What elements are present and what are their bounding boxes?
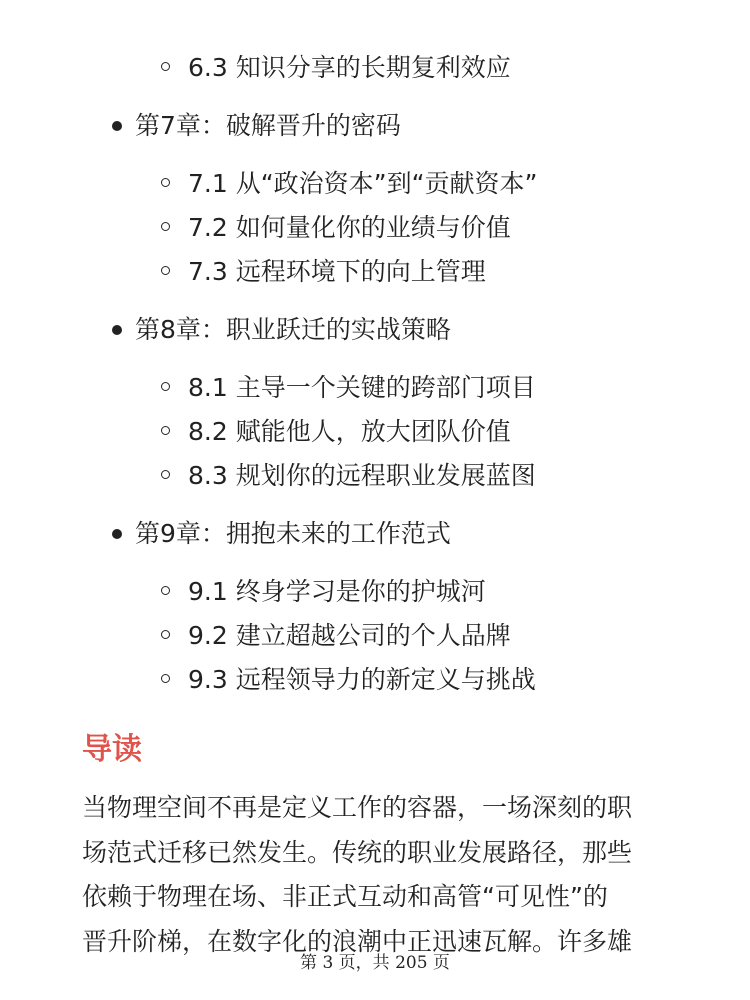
toc-section-item[interactable] xyxy=(0,410,750,454)
filled-circle-bullet-icon xyxy=(112,121,122,131)
hollow-circle-bullet-icon xyxy=(161,382,170,391)
toc-section-label: 9.3 远程领导力的新定义与挑战 xyxy=(188,665,536,694)
hollow-circle-bullet-icon xyxy=(161,62,170,71)
paragraph-line: 当物理空间不再是定义工作的容器，一场深刻的职 xyxy=(82,793,633,822)
hollow-circle-bullet-icon xyxy=(161,586,170,595)
toc-section-item[interactable] xyxy=(0,206,750,250)
intro-paragraph xyxy=(82,786,672,964)
toc-section-label: 7.2 如何量化你的业绩与价值 xyxy=(188,213,511,242)
hollow-circle-bullet-icon xyxy=(161,426,170,435)
toc-section-label: 6.3 知识分享的长期复利效应 xyxy=(188,53,511,82)
toc-chapter-label: 第7章：破解晋升的密码 xyxy=(135,111,401,140)
table-of-contents xyxy=(0,46,750,702)
filled-circle-bullet-icon xyxy=(112,325,122,335)
toc-chapter-item[interactable] xyxy=(0,308,750,358)
toc-chapter-item[interactable] xyxy=(0,104,750,154)
toc-section-item[interactable] xyxy=(0,454,750,498)
toc-section-item[interactable] xyxy=(0,162,750,206)
toc-section-item[interactable] xyxy=(0,614,750,658)
filled-circle-bullet-icon xyxy=(112,529,122,539)
toc-section-label: 7.3 远程环境下的向上管理 xyxy=(188,257,486,286)
hollow-circle-bullet-icon xyxy=(161,178,170,187)
toc-section-item[interactable] xyxy=(0,366,750,410)
toc-chapter-item[interactable] xyxy=(0,512,750,562)
toc-section-label: 9.2 建立超越公司的个人品牌 xyxy=(188,621,511,650)
hollow-circle-bullet-icon xyxy=(161,222,170,231)
hollow-circle-bullet-icon xyxy=(161,630,170,639)
toc-chapter-label: 第8章：职业跃迁的实战策略 xyxy=(135,315,451,344)
hollow-circle-bullet-icon xyxy=(161,470,170,479)
toc-section-item[interactable] xyxy=(0,46,750,90)
paragraph-line: 场范式迁移已然发生。传统的职业发展路径，那些 xyxy=(82,837,633,867)
paragraph-line: 晋升阶梯，在数字化的浪潮中正迅速瓦解。许多雄 xyxy=(82,926,633,956)
toc-section-item[interactable] xyxy=(0,570,750,614)
toc-section-label: 9.1 终身学习是你的护城河 xyxy=(188,577,486,606)
hollow-circle-bullet-icon xyxy=(161,674,170,683)
page-number-footer: 第 3 页，共 205 页 xyxy=(300,953,450,973)
hollow-circle-bullet-icon xyxy=(161,266,170,275)
paragraph-line: 依赖于物理在场、非正式互动和高管“可见性”的 xyxy=(82,882,608,911)
toc-section-label: 8.3 规划你的远程职业发展蓝图 xyxy=(188,461,536,490)
toc-section-label: 8.1 主导一个关键的跨部门项目 xyxy=(188,373,536,402)
toc-section-item[interactable] xyxy=(0,250,750,294)
intro-heading: 导读 xyxy=(82,732,142,767)
toc-section-label: 8.2 赋能他人，放大团队价值 xyxy=(188,417,511,446)
toc-section-item[interactable] xyxy=(0,658,750,702)
toc-section-label: 7.1 从“政治资本”到“贡献资本” xyxy=(188,169,538,198)
toc-chapter-label: 第9章：拥抱未来的工作范式 xyxy=(135,519,451,548)
